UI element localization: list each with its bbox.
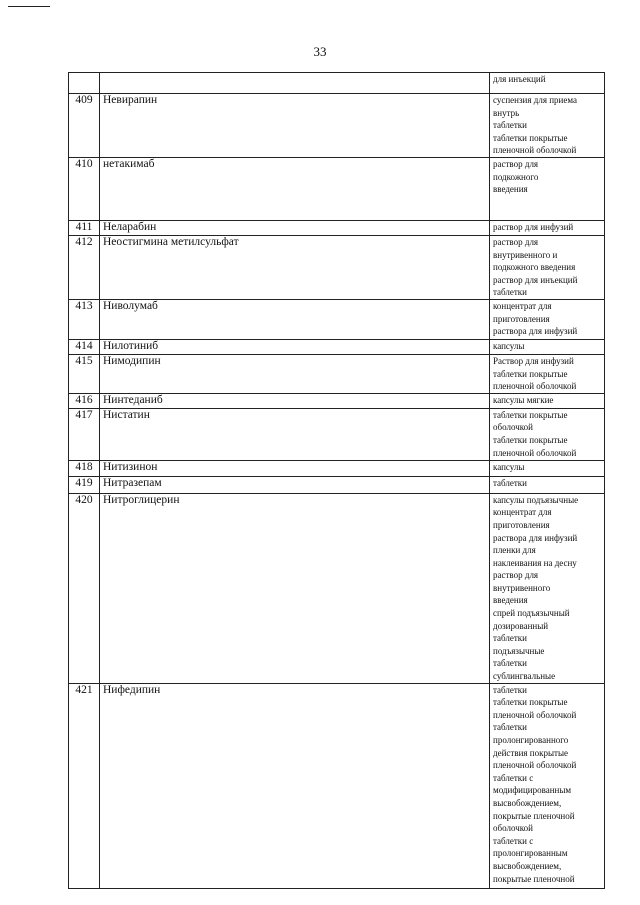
table-row bbox=[69, 235, 605, 299]
row-number-cell bbox=[69, 73, 100, 94]
drug-name-cell bbox=[100, 73, 490, 94]
dosage-form-line: концентрат для bbox=[493, 300, 552, 311]
drug-name-cell: Нитразепам bbox=[100, 476, 490, 493]
dosage-form-line: высвобождением, bbox=[493, 860, 562, 871]
dosage-form-line: капсулы bbox=[493, 340, 525, 351]
dosage-form-line: внутривенного и bbox=[493, 249, 558, 260]
dosage-form-cell bbox=[490, 354, 605, 393]
dosage-form-cell bbox=[490, 94, 605, 158]
dosage-form-line: пленочной оболочкой bbox=[493, 447, 577, 458]
dosage-form-line: капсулы подъязычные bbox=[493, 494, 579, 505]
dosage-form-line: таблетки bbox=[493, 722, 528, 733]
row-number-cell: 415 bbox=[69, 354, 100, 393]
dosage-form-line: дозированный bbox=[493, 620, 549, 631]
dosage-form-line: раствор для bbox=[493, 570, 539, 581]
dosage-form-line: внутривенного bbox=[493, 582, 551, 593]
row-number-cell: 420 bbox=[69, 493, 100, 683]
dosage-form-line: пленочной оболочкой bbox=[493, 145, 577, 156]
drug-name-cell: Нитизинон bbox=[100, 460, 490, 476]
drug-name-cell: Неларабин bbox=[100, 220, 490, 235]
table-row bbox=[69, 476, 605, 493]
dosage-form-line: таблетки с bbox=[493, 772, 534, 783]
dosage-form-line: приготовления bbox=[493, 313, 550, 324]
page-number: 33 bbox=[313, 44, 327, 59]
dosage-form-line: Раствор для инфузий bbox=[493, 355, 574, 366]
drug-name-cell: Нилотиниб bbox=[100, 339, 490, 354]
row-number-cell: 409 bbox=[69, 94, 100, 158]
drug-name-cell: Нимодипин bbox=[100, 354, 490, 393]
dosage-form-cell bbox=[490, 683, 605, 888]
dosage-form-line: спрей подъязычный bbox=[493, 608, 570, 619]
row-number-cell: 414 bbox=[69, 339, 100, 354]
dosage-form-line: раствора для инфузий bbox=[493, 326, 578, 337]
table-row bbox=[69, 220, 605, 235]
dosage-form-line: таблетки bbox=[493, 120, 528, 131]
drug-name-cell: Нинтеданиб bbox=[100, 393, 490, 408]
table-row bbox=[69, 493, 605, 683]
dosage-form-line: таблетки bbox=[493, 658, 528, 669]
dosage-form-line: сублингвальные bbox=[493, 671, 556, 682]
dosage-form-line: оболочкой bbox=[493, 823, 533, 834]
table-row bbox=[69, 339, 605, 354]
drug-name-cell: нетакимаб bbox=[100, 157, 490, 220]
dosage-form-cell bbox=[490, 408, 605, 460]
dosage-form-line: пленочной оболочкой bbox=[493, 709, 577, 720]
row-number-cell: 412 bbox=[69, 235, 100, 299]
row-number-cell: 421 bbox=[69, 683, 100, 888]
dosage-form-line: пролонгированным bbox=[493, 848, 568, 859]
dosage-form-line: таблетки bbox=[493, 684, 528, 695]
table-row bbox=[69, 460, 605, 476]
dosage-form-line: капсулы мягкие bbox=[493, 394, 554, 405]
row-number-cell: 416 bbox=[69, 393, 100, 408]
dosage-form-line: модифицированным bbox=[493, 785, 572, 796]
dosage-form-line: суспензия для приема bbox=[493, 95, 577, 105]
row-number-cell: 413 bbox=[69, 299, 100, 339]
dosage-form-line: покрытые пленочной bbox=[493, 873, 575, 884]
table-row bbox=[69, 299, 605, 339]
dosage-form-line: раствор для bbox=[493, 236, 539, 247]
dosage-form-line: таблетки bbox=[493, 287, 528, 298]
dosage-form-cell bbox=[490, 73, 605, 94]
dosage-form-line: приготовления bbox=[493, 519, 550, 530]
dosage-form-line: подкожного bbox=[493, 171, 539, 182]
dosage-form-line: капсулы bbox=[493, 461, 525, 472]
dosage-form-line: концентрат для bbox=[493, 507, 552, 518]
dosage-form-cell bbox=[490, 393, 605, 408]
dosage-form-line: введения bbox=[493, 595, 528, 606]
dosage-form-line: покрытые пленочной bbox=[493, 810, 575, 821]
dosage-form-line: пленочной оболочкой bbox=[493, 381, 577, 392]
dosage-form-line: таблетки покрытые bbox=[493, 434, 568, 445]
dosage-form-line: таблетки bbox=[493, 477, 528, 488]
table-row bbox=[69, 157, 605, 220]
table-row bbox=[69, 73, 605, 94]
dosage-form-cell bbox=[490, 493, 605, 683]
dosage-form-line: подкожного введения bbox=[493, 262, 576, 273]
drug-name-cell: Невирапин bbox=[100, 94, 490, 158]
dosage-form-line: раствор для инфузий bbox=[493, 221, 574, 232]
dosage-form-cell bbox=[490, 339, 605, 354]
dosage-form-line: таблетки покрытые bbox=[493, 132, 568, 143]
dosage-form-line: таблетки с bbox=[493, 835, 534, 846]
dosage-form-cell bbox=[490, 299, 605, 339]
dosage-form-line: таблетки bbox=[493, 633, 528, 644]
dosage-form-line: пленки для bbox=[493, 545, 536, 556]
dosage-form-line: пролонгированного bbox=[493, 735, 569, 745]
row-number-cell: 411 bbox=[69, 220, 100, 235]
drug-name-cell: Нистатин bbox=[100, 408, 490, 460]
dosage-form-line: пленочной оболочкой bbox=[493, 760, 577, 771]
dosage-form-line: внутрь bbox=[493, 107, 520, 118]
drug-name-cell: Нитроглицерин bbox=[100, 493, 490, 683]
dosage-form-line: действия покрытые bbox=[493, 747, 568, 758]
dosage-form-line: введения bbox=[493, 184, 528, 195]
dosage-form-line: подъязычные bbox=[493, 645, 545, 656]
dosage-form-line: раствор для инъекций bbox=[493, 274, 578, 285]
dosage-form-line: наклеивания на десну bbox=[493, 557, 577, 568]
table-body bbox=[69, 73, 605, 889]
dosage-form-cell bbox=[490, 220, 605, 235]
table-row bbox=[69, 94, 605, 158]
dosage-form-cell bbox=[490, 235, 605, 299]
drug-name-cell: Нифедипин bbox=[100, 683, 490, 888]
dosage-form-line: высвобождением, bbox=[493, 797, 562, 808]
dosage-form-cell bbox=[490, 157, 605, 220]
dosage-form-line: таблетки покрытые bbox=[493, 409, 568, 420]
dosage-form-line: для инъекций bbox=[493, 74, 546, 84]
table-row bbox=[69, 354, 605, 393]
row-number-cell: 410 bbox=[69, 157, 100, 220]
table-row bbox=[69, 408, 605, 460]
table-row bbox=[69, 683, 605, 888]
dosage-form-line: оболочкой bbox=[493, 422, 533, 433]
row-number-cell: 418 bbox=[69, 460, 100, 476]
drug-name-cell: Неостигмина метилсульфат bbox=[100, 235, 490, 299]
dosage-form-line: раствора для инфузий bbox=[493, 532, 578, 543]
dosage-form-line: таблетки покрытые bbox=[493, 368, 568, 379]
top-rule bbox=[8, 6, 50, 7]
drug-name-cell: Ниволумаб bbox=[100, 299, 490, 339]
row-number-cell: 417 bbox=[69, 408, 100, 460]
table-row bbox=[69, 393, 605, 408]
dosage-form-cell bbox=[490, 460, 605, 476]
dosage-form-line: раствор для bbox=[493, 158, 539, 169]
dosage-form-line: таблетки покрытые bbox=[493, 697, 568, 708]
dosage-form-cell bbox=[490, 476, 605, 493]
medication-table bbox=[68, 72, 605, 889]
row-number-cell: 419 bbox=[69, 476, 100, 493]
